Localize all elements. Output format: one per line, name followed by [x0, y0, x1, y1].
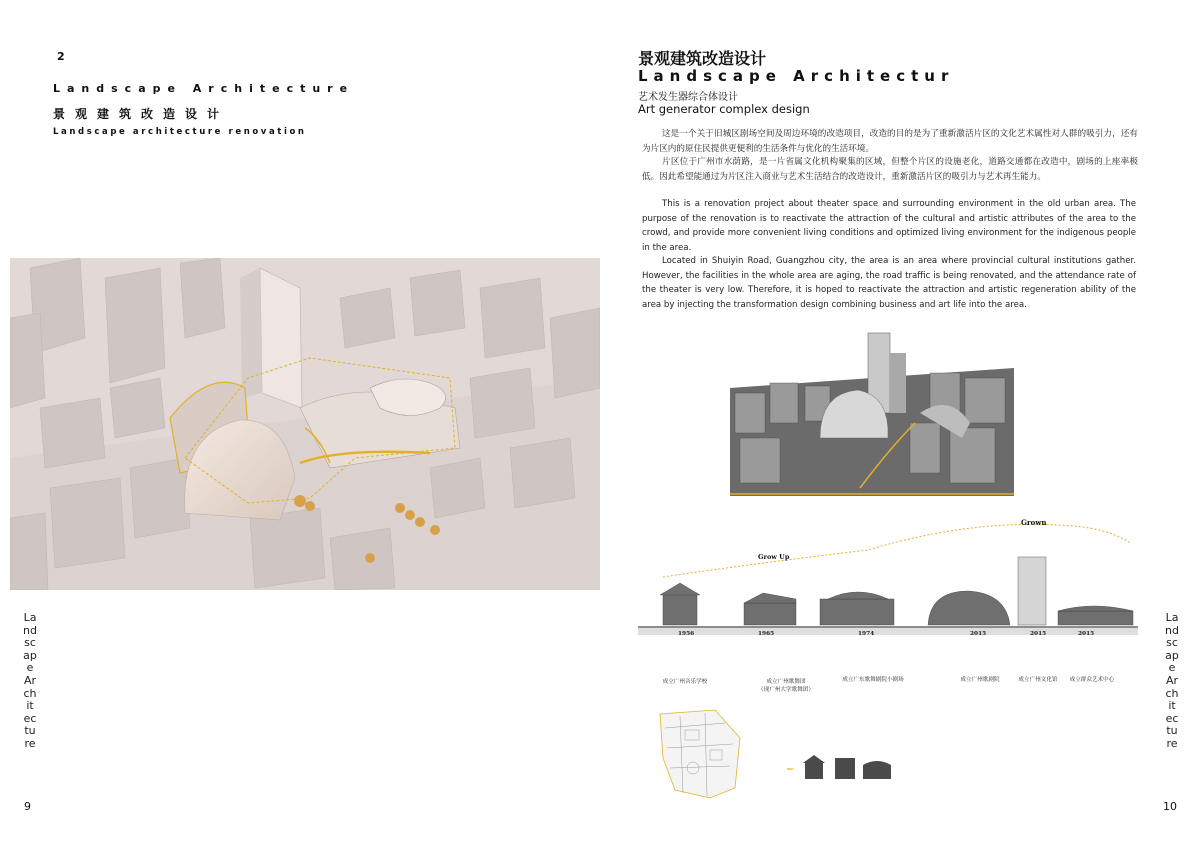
right-page-number: 10 — [1163, 800, 1177, 813]
left-page-number: 9 — [24, 800, 31, 813]
timeline — [638, 515, 1138, 695]
right-subtitle-cn: 艺术发生器综合体设计 — [638, 92, 738, 103]
paragraph-cn-1: 这是一个关于旧城区剧场空间及周边环境的改造项目，改造的目的是为了重新激活片区的文化艺术属性对人群的吸引力，还有为片区内的原住民提供更便利的生活条件与优化的生活环境。 — [642, 129, 1138, 154]
right-title-en: Landscape Architectur — [638, 67, 955, 85]
right-title-cn: 景观建筑改造设计 — [638, 49, 767, 68]
timeline-event: 成立广州歌剧院 — [960, 677, 1000, 683]
timeline-event: 成立群众艺术中心 — [1069, 677, 1115, 683]
right-subtitle-en: Art generator complex design — [638, 102, 810, 116]
grown-label: Grown — [1021, 518, 1047, 527]
timeline-event: 成立广州文化馆 — [1018, 677, 1058, 683]
timeline-year: 1956 — [678, 631, 695, 637]
timeline-year: 2015 — [1030, 631, 1047, 637]
timeline-year: 1965 — [758, 631, 775, 637]
timeline-event: 成立广州歌舞团 （现广州大学歌舞团） — [758, 679, 814, 693]
timeline-event: 成立广东歌舞剧院小剧场 — [842, 677, 904, 683]
grow-up-label: Grow Up — [758, 553, 790, 561]
left-page-mark: 2 — [57, 50, 65, 63]
site-map-image — [655, 708, 745, 800]
paragraph-en-2: Located in Shuiyin Road, Guangzhou city, the area is an area where provincial cultural institutions gather. However, the facilities in the whole area are aging, the road traffic is being renovated, and the attendance rate of the theater is very low. Therefore, it is hoped to reactivate the attraction and artistic regeneration ability of the area by injecting the transformation design combining business and art life into the area. — [642, 256, 1136, 310]
left-heading-en: Landscape Architecture — [53, 82, 355, 95]
aerial-render-image — [10, 258, 600, 590]
timeline-curve — [638, 515, 1138, 635]
timeline-year: 1974 — [858, 631, 875, 637]
left-subheading-en: Landscape architecture renovation — [53, 127, 307, 137]
timeline-year: 2015 — [970, 631, 987, 637]
left-side-label: Landscape Architecture — [23, 611, 37, 750]
left-heading-cn: 景观建筑改造设计 — [53, 107, 230, 121]
timeline-event: 成立广州音乐学校 — [662, 679, 708, 685]
building-thumbnails — [785, 755, 895, 781]
timeline-year: 2015 — [1078, 631, 1095, 637]
site-photo-image — [730, 328, 1014, 496]
paragraph-cn-2: 片区位于广州市水荫路，是一片省属文化机构聚集的区域，但整个片区的设施老化，道路交通都在改造中，剧场的上座率极低。因此希望能通过为片区注入商业与艺术生活结合的改造设计，重新激活片区的吸引力与艺术再生能力。 — [642, 157, 1138, 182]
right-side-label: Landscape Architecture — [1165, 611, 1179, 750]
paragraph-en-1: This is a renovation project about theater space and surrounding environment in the old urban area. The purpose of the renovation is to reactivate the attraction of the cultural and artistic attributes of the area to the crowd, and provide more convenient living conditions and optimized living environment for the indigenous people in the area. — [642, 199, 1136, 253]
